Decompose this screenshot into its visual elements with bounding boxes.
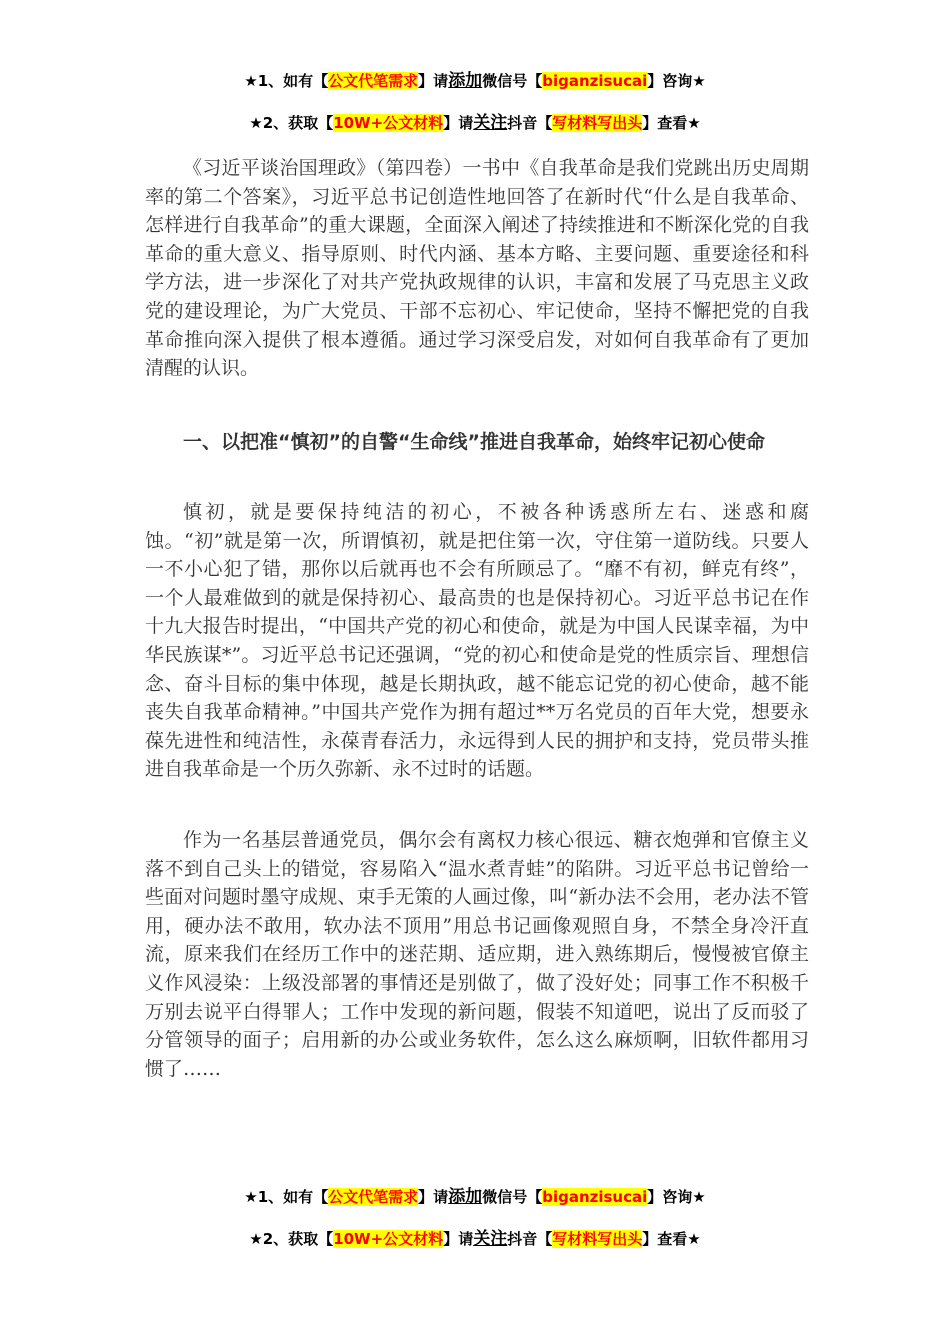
- footer-ad-line-2: [0, 1228, 950, 1250]
- star-icon: ★: [249, 114, 263, 132]
- ad-highlight-douyin: 写材料写出头: [552, 1230, 643, 1248]
- ad-text: 微信号【: [482, 1188, 543, 1206]
- ad-text: 】请: [443, 1230, 474, 1248]
- ad-prefix: 2、获取【: [262, 1230, 334, 1248]
- star-icon: ★: [249, 1230, 263, 1248]
- ad-text: 抖音【: [507, 1230, 553, 1248]
- ad-suffix: 】查看: [642, 114, 688, 132]
- paragraph-shenchu: 慎初，就是要保持纯洁的初心，不被各种诱惑所左右、迷惑和腐蚀。“初”就是第一次，所谓慎初，就是把住第一次，守住第一道防线。只要人一不小心犯了错，那你以后就再也不会有所顾忌了。“靡不有初，鲜克有终”，一个人最难做到的就是保持初心、最高贵的也是保持初心。习近平总书记在作十九大报告时提出，“中国共产党的初心和使命，就是为中国人民谋幸福，为中华民族谋*”。习近平总书记还强调，“党的初心和使命是党的性质宗旨、理想信念、奋斗目标的集中体现，越是长期执政，越不能忘记党的初心使命，越不能丧失自我革命精神。”中国共产党作为拥有超过**万名党员的百年大党，想要永葆先进性和纯洁性，永葆青春活力，永远得到人民的拥护和支持，党员带头推进自我革命是一个历久弥新、永不过时的话题。: [145, 501, 809, 781]
- ad-emphasis: 添加: [448, 1187, 483, 1207]
- footer-ad-line-1: [0, 1186, 950, 1208]
- ad-text: 】请: [418, 72, 449, 90]
- ad-suffix: 】咨询: [647, 1188, 693, 1206]
- ad-highlight-materials: 10W+公文材料: [333, 1230, 444, 1248]
- ad-suffix: 】查看: [642, 1230, 688, 1248]
- ad-suffix: 】咨询: [647, 72, 693, 90]
- star-icon: ★: [687, 114, 701, 132]
- ad-highlight-service: 公文代笔需求: [328, 1188, 419, 1206]
- ad-highlight-douyin: 写材料写出头: [552, 114, 643, 132]
- header-ad-line-1: [0, 70, 950, 92]
- ad-text: 】请: [418, 1188, 449, 1206]
- paragraph-grassroots: 作为一名基层普通党员，偶尔会有离权力核心很远、糖衣炮弹和官僚主义落不到自己头上的错觉，容易陷入“温水煮青蛙”的陷阱。习近平总书记曾给一些面对问题时墨守成规、束手无策的人画过像，叫“新办法不会用，老办法不管用，硬办法不敢用，软办法不顶用”用总书记画像观照自身，不禁全身冷汗直流，原来我们在经历工作中的迷茫期、适应期，进入熟练期后，慢慢被官僚主义作风浸染：上级没部署的事情还是别做了，做了没好处；同事工作不积极千万别去说平白得罪人；工作中发现的新问题，假装不知道吧，说出了反而驳了分管领导的面子；启用新的办公或业务软件，怎么这么麻烦啊，旧软件都用习惯了……: [145, 829, 809, 1080]
- ad-emphasis: 关注: [473, 1229, 508, 1249]
- ad-emphasis: 关注: [473, 113, 508, 133]
- ad-highlight-service: 公文代笔需求: [328, 72, 419, 90]
- section-heading-1: 一、以把准“慎初”的自警“生命线”推进自我革命，始终牢记初心使命: [183, 431, 765, 453]
- ad-highlight-wechat: biganzisucai: [542, 1188, 648, 1206]
- ad-prefix: 1、如有【: [257, 72, 329, 90]
- ad-prefix: 2、获取【: [262, 114, 334, 132]
- ad-text: 】请: [443, 114, 474, 132]
- ad-highlight-wechat: biganzisucai: [542, 72, 648, 90]
- star-icon: ★: [692, 1188, 706, 1206]
- ad-prefix: 1、如有【: [257, 1188, 329, 1206]
- star-icon: ★: [244, 1188, 258, 1206]
- ad-text: 抖音【: [507, 114, 553, 132]
- ad-text: 微信号【: [482, 72, 543, 90]
- header-ad-line-2: [0, 112, 950, 134]
- star-icon: ★: [692, 72, 706, 90]
- ad-highlight-materials: 10W+公文材料: [333, 114, 444, 132]
- star-icon: ★: [244, 72, 258, 90]
- star-icon: ★: [687, 1230, 701, 1248]
- paragraph-intro: 《习近平谈治国理政》（第四卷）一书中《自我革命是我们党跳出历史周期率的第二个答案》，习近平总书记创造性地回答了在新时代“什么是自我革命、怎样进行自我革命”的重大课题，全面深入阐述了持续推进和不断深化党的自我革命的重大意义、指导原则、时代内涵、基本方略、主要问题、重要途径和科学方法，进一步深化了对共产党执政规律的认识，丰富和发展了马克思主义政党的建设理论，为广大党员、干部不忘初心、牢记使命，坚持不懈把党的自我革命推向深入提供了根本遵循。通过学习深受启发，对如何自我革命有了更加清醒的认识。: [145, 157, 809, 380]
- ad-emphasis: 添加: [448, 71, 483, 91]
